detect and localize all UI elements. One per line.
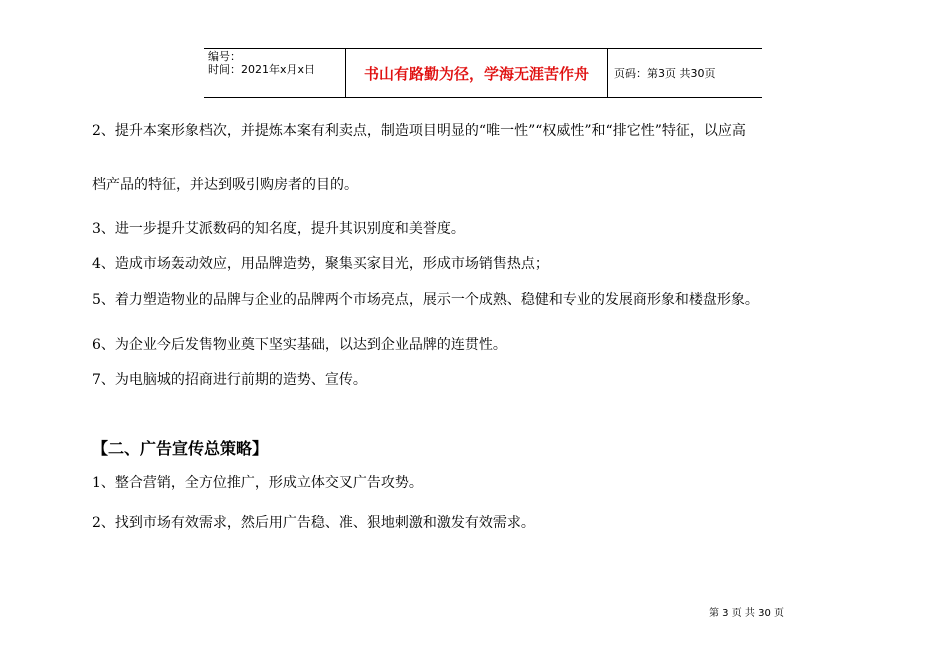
header-motto: 书山有路勤为径，学海无涯苦作舟 [346,49,608,97]
paragraph-2: 2、提升本案形象档次，并提炼本案有利卖点，制造项目明显的“唯一性”“权威性”和“排它性”特征，以应高 [92,123,746,139]
document-header [204,48,762,98]
paragraph-2-continued: 档产品的特征，并达到吸引购房者的目的。 [92,177,358,193]
section-item-2: 2、找到市场有效需求，然后用广告稳、准、狠地刺激和激发有效需求。 [92,515,535,531]
paragraph-4: 4、造成市场轰动效应，用品牌造势，聚集买家目光，形成市场销售热点； [92,256,549,272]
paragraph-6: 6、为企业今后发售物业奠下坚实基础，以达到企业品牌的连贯性。 [92,337,507,353]
paragraph-5: 5、着力塑造物业的品牌与企业的品牌两个市场亮点，展示一个成熟、稳健和专业的发展商形象和楼盘形象。 [92,292,759,308]
header-page-info: 页码：第3页 共30页 [614,67,716,80]
page-footer: 第 3 页 共 30 页 [709,608,784,619]
section-item-1: 1、整合营销，全方位推广，形成立体交叉广告攻势。 [92,475,423,491]
header-time-label: 时间：2021年x月x日 [208,63,316,76]
header-number-label: 编号： [208,50,241,63]
paragraph-3: 3、进一步提升艾派数码的知名度，提升其识别度和美誉度。 [92,221,465,237]
section-heading: 【二、广告宣传总策略】 [92,439,269,458]
header-meta [204,49,346,97]
paragraph-7: 7、为电脑城的招商进行前期的造势、宣传。 [92,372,367,388]
